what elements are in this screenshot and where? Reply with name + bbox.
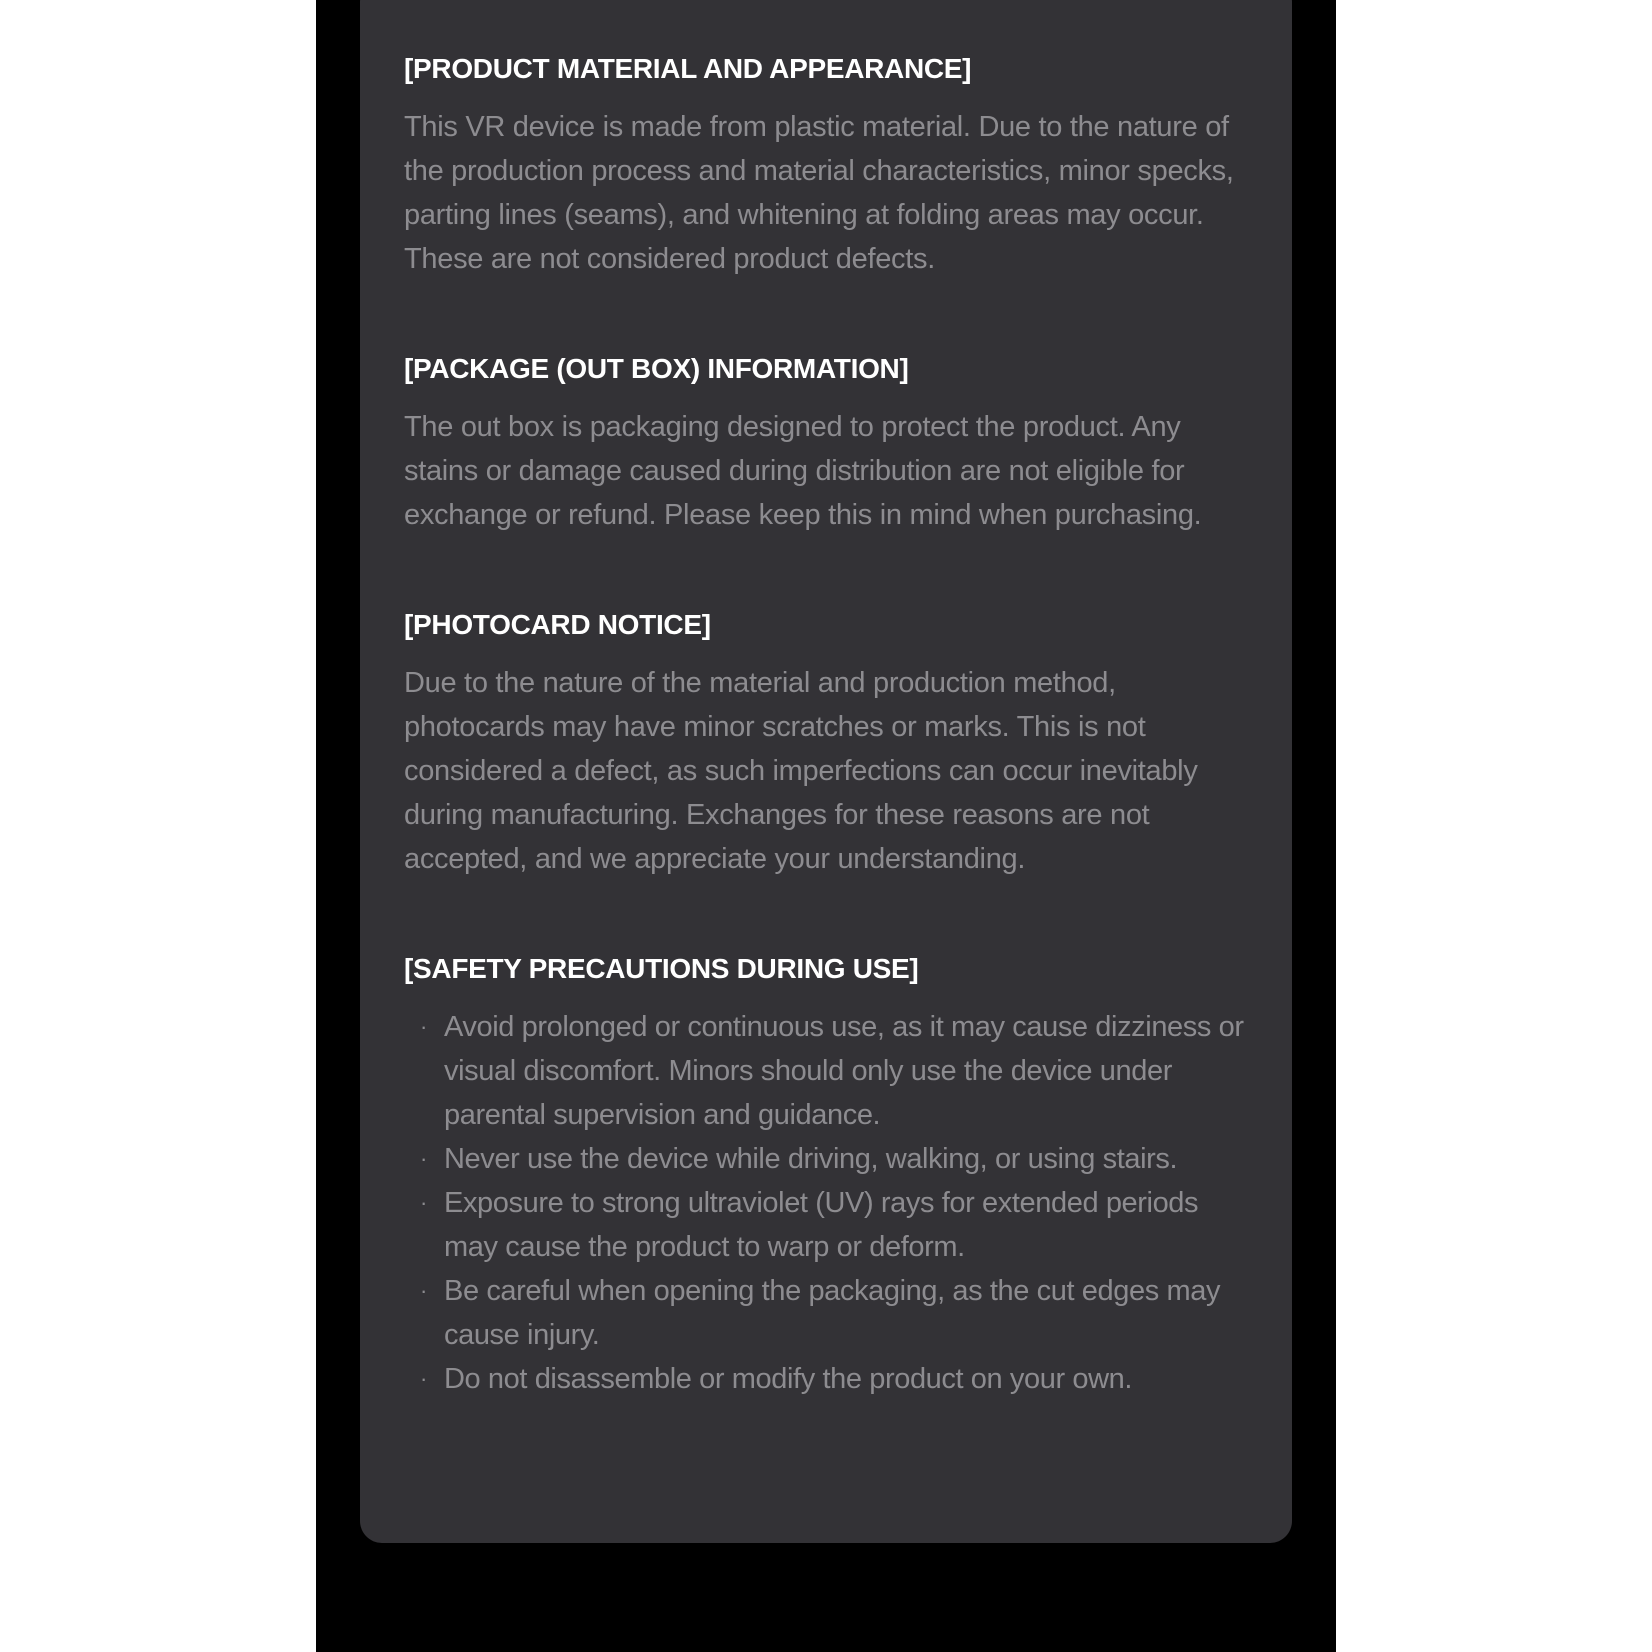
section-package-info [404,349,1248,537]
bullet-dot-icon: · [420,1366,427,1391]
list-item-text: Exposure to strong ultraviolet (UV) rays for extended periods may cause the product to warp or deform. [444,1187,1199,1263]
safety-list [404,1005,1248,1401]
list-item [404,1269,1248,1357]
list-item-text: Do not disassemble or modify the product on your own. [444,1363,1133,1395]
list-item [404,1181,1248,1269]
list-item-text: Never use the device while driving, walking, or using stairs. [444,1143,1178,1175]
bullet-dot-icon: · [420,1278,427,1303]
section-heading: [PRODUCT MATERIAL AND APPEARANCE] [404,53,972,84]
bullet-dot-icon: · [420,1190,427,1215]
section-safety-precautions [404,949,1248,1401]
bullet-dot-icon: · [420,1014,427,1039]
section-heading: [PACKAGE (OUT BOX) INFORMATION] [404,353,909,384]
list-item [404,1005,1248,1137]
list-item [404,1357,1248,1401]
section-body: Due to the nature of the material and production method, photocards may have minor scratches or marks. This is not considered a defect, as such imperfections can occur inevitably during manufacturing. Exchanges for these reasons are not accepted, and we appreciate your understanding. [404,667,1198,875]
notice-card [360,0,1292,1543]
section-body: This VR device is made from plastic material. Due to the nature of the production process and material characteristics, minor specks, parting lines (seams), and whitening at folding areas may occur. These are not considered product defects. [404,111,1234,275]
dark-column [316,0,1336,1652]
section-body: The out box is packaging designed to protect the product. Any stains or damage caused during distribution are not eligible for exchange or refund. Please keep this in mind when purchasing. [404,411,1202,531]
bullet-dot-icon: · [420,1146,427,1171]
list-item [404,1137,1248,1181]
section-photocard-notice [404,605,1248,881]
list-item-text: Be careful when opening the packaging, as the cut edges may cause injury. [444,1275,1221,1351]
list-item-text: Avoid prolonged or continuous use, as it may cause dizziness or visual discomfort. Minors should only use the device under parental supervision and guidance. [444,1011,1244,1131]
section-product-material [404,49,1248,281]
section-heading: [PHOTOCARD NOTICE] [404,609,711,640]
section-heading: [SAFETY PRECAUTIONS DURING USE] [404,953,919,984]
